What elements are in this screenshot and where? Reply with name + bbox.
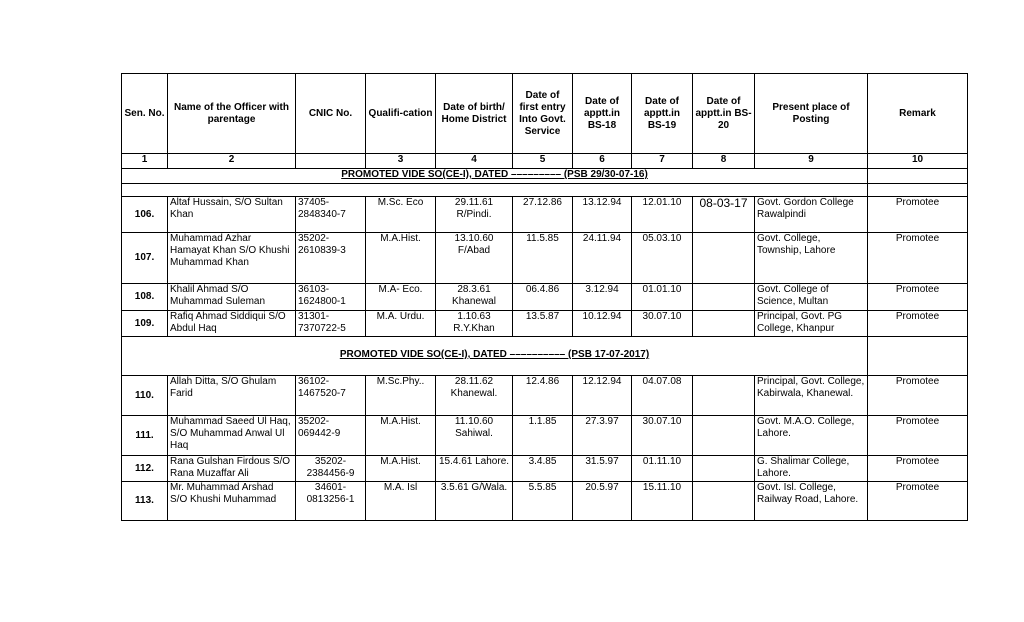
qualification-cell: M.Sc.Phy..	[366, 376, 436, 416]
sen-cell: 109.	[122, 311, 168, 337]
bs18-cell: 12.12.94	[573, 376, 632, 416]
bs20-cell	[693, 284, 755, 311]
name-cell: Muhammad Azhar Hamayat Khan S/O Khushi Muhammad Khan	[168, 233, 296, 284]
first-entry-cell: 27.12.86	[513, 197, 573, 233]
bs20-cell: 08-03-17	[693, 197, 755, 233]
bs19-cell: 01.11.10	[632, 456, 693, 482]
section-title: PROMOTED VIDE SO(CE-I), DATED ––––––––– (PSB 29/30-07-16)	[122, 169, 868, 184]
col-num: 10	[868, 154, 968, 169]
bs18-cell: 20.5.97	[573, 482, 632, 521]
name-cell: Allah Ditta, S/O Ghulam Farid	[168, 376, 296, 416]
bs20-cell	[693, 233, 755, 284]
name-cell: Altaf Hussain, S/O Sultan Khan	[168, 197, 296, 233]
bs19-cell: 04.07.08	[632, 376, 693, 416]
cnic-cell: 34601-0813256-1	[296, 482, 366, 521]
bs18-cell: 3.12.94	[573, 284, 632, 311]
dob-cell: 28.11.62 Khanewal.	[436, 376, 513, 416]
table-row	[122, 311, 968, 337]
section-heading-row	[122, 349, 968, 363]
sen-cell: 107.	[122, 233, 168, 284]
qualification-cell: M.Sc. Eco	[366, 197, 436, 233]
qualification-cell: M.A- Eco.	[366, 284, 436, 311]
first-entry-cell: 11.5.85	[513, 233, 573, 284]
table-row	[122, 197, 968, 233]
sen-cell: 112.	[122, 456, 168, 482]
qualification-cell: M.A.Hist.	[366, 456, 436, 482]
header-cnic: CNIC No.	[296, 74, 366, 154]
qualification-cell: M.A.Hist.	[366, 416, 436, 456]
cnic-cell: 31301-7370722-5	[296, 311, 366, 337]
bs18-cell: 13.12.94	[573, 197, 632, 233]
bs19-cell: 30.07.10	[632, 311, 693, 337]
bs20-cell	[693, 416, 755, 456]
qualification-cell: M.A. Isl	[366, 482, 436, 521]
header-remark: Remark	[868, 74, 968, 154]
remark-cell: Promotee	[868, 482, 968, 521]
section-spacer	[122, 337, 968, 350]
col-num	[296, 154, 366, 169]
dob-cell: 11.10.60 Sahiwal.	[436, 416, 513, 456]
name-cell: Mr. Muhammad Arshad S/O Khushi Muhammad	[168, 482, 296, 521]
col-num: 3	[366, 154, 436, 169]
remark-cell: Promotee	[868, 284, 968, 311]
remark-cell: Promotee	[868, 197, 968, 233]
dob-cell: 1.10.63 R.Y.Khan	[436, 311, 513, 337]
bs19-cell: 05.03.10	[632, 233, 693, 284]
bs19-cell: 30.07.10	[632, 416, 693, 456]
bs20-cell	[693, 376, 755, 416]
sen-cell: 111.	[122, 416, 168, 456]
col-num: 5	[513, 154, 573, 169]
bs18-cell: 31.5.97	[573, 456, 632, 482]
sen-cell: 108.	[122, 284, 168, 311]
dob-cell: 13.10.60 F/Abad	[436, 233, 513, 284]
header-first-entry: Date of first entry Into Govt. Service	[513, 74, 573, 154]
qualification-cell: M.A.Hist.	[366, 233, 436, 284]
section-spacer	[122, 184, 968, 197]
sen-cell: 106.	[122, 197, 168, 233]
posting-cell: G. Shalimar College, Lahore.	[755, 456, 868, 482]
section-spacer	[122, 363, 968, 376]
dob-cell: 29.11.61 R/Pindi.	[436, 197, 513, 233]
section-title: PROMOTED VIDE SO(CE-I), DATED –––––––––– (PSB 17-07-2017)	[122, 349, 868, 363]
cnic-cell: 35202-069442-9	[296, 416, 366, 456]
header-qualification: Qualifi-cation	[366, 74, 436, 154]
table-row	[122, 456, 968, 482]
bs19-cell: 12.01.10	[632, 197, 693, 233]
cnic-cell: 35202-2610839-3	[296, 233, 366, 284]
posting-cell: Govt. Isl. College, Railway Road, Lahore.	[755, 482, 868, 521]
first-entry-cell: 13.5.87	[513, 311, 573, 337]
bs18-cell: 10.12.94	[573, 311, 632, 337]
remark-cell: Promotee	[868, 416, 968, 456]
first-entry-cell: 12.4.86	[513, 376, 573, 416]
dob-cell: 3.5.61 G/Wala.	[436, 482, 513, 521]
cnic-cell: 36102-1467520-7	[296, 376, 366, 416]
col-num: 7	[632, 154, 693, 169]
header-posting: Present place of Posting	[755, 74, 868, 154]
col-num: 2	[168, 154, 296, 169]
posting-cell: Govt. College, Township, Lahore	[755, 233, 868, 284]
cnic-cell: 36103-1624800-1	[296, 284, 366, 311]
remark-cell: Promotee	[868, 311, 968, 337]
header-dob: Date of birth/ Home District	[436, 74, 513, 154]
remark-cell: Promotee	[868, 233, 968, 284]
table-row	[122, 376, 968, 416]
section-heading-row	[122, 169, 968, 184]
col-num: 1	[122, 154, 168, 169]
header-name: Name of the Officer with parentage	[168, 74, 296, 154]
bs20-cell	[693, 456, 755, 482]
bs19-cell: 15.11.10	[632, 482, 693, 521]
col-num: 4	[436, 154, 513, 169]
first-entry-cell: 06.4.86	[513, 284, 573, 311]
table-row	[122, 284, 968, 311]
officers-table	[121, 73, 968, 521]
sen-cell: 110.	[122, 376, 168, 416]
bs20-cell	[693, 482, 755, 521]
first-entry-cell: 3.4.85	[513, 456, 573, 482]
sen-cell: 113.	[122, 482, 168, 521]
name-cell: Muhammad Saeed Ul Haq, S/O Muhammad Anwal Ul Haq	[168, 416, 296, 456]
col-num: 8	[693, 154, 755, 169]
name-cell: Khalil Ahmad S/O Muhammad Suleman	[168, 284, 296, 311]
table-row	[122, 233, 968, 284]
bs18-cell: 27.3.97	[573, 416, 632, 456]
remark-cell: Promotee	[868, 376, 968, 416]
bs18-cell: 24.11.94	[573, 233, 632, 284]
header-bs19: Date of apptt.in BS-19	[632, 74, 693, 154]
posting-cell: Govt. Gordon College Rawalpindi	[755, 197, 868, 233]
header-bs20: Date of apptt.in BS-20	[693, 74, 755, 154]
col-num: 6	[573, 154, 632, 169]
bs19-cell: 01.01.10	[632, 284, 693, 311]
first-entry-cell: 1.1.85	[513, 416, 573, 456]
cnic-cell: 35202-2384456-9	[296, 456, 366, 482]
header-bs18: Date of apptt.in BS-18	[573, 74, 632, 154]
table-row	[122, 482, 968, 521]
first-entry-cell: 5.5.85	[513, 482, 573, 521]
name-cell: Rana Gulshan Firdous S/O Rana Muzaffar Ali	[168, 456, 296, 482]
posting-cell: Govt. M.A.O. College, Lahore.	[755, 416, 868, 456]
col-num: 9	[755, 154, 868, 169]
name-cell: Rafiq Ahmad Siddiqui S/O Abdul Haq	[168, 311, 296, 337]
column-number-row	[122, 154, 968, 169]
header-sen: Sen. No.	[122, 74, 168, 154]
dob-cell: 15.4.61 Lahore.	[436, 456, 513, 482]
posting-cell: Govt. College of Science, Multan	[755, 284, 868, 311]
bs20-cell	[693, 311, 755, 337]
table-row	[122, 416, 968, 456]
qualification-cell: M.A. Urdu.	[366, 311, 436, 337]
posting-cell: Principal, Govt. PG College, Khanpur	[755, 311, 868, 337]
header-row	[122, 74, 968, 154]
dob-cell: 28.3.61 Khanewal	[436, 284, 513, 311]
remark-cell: Promotee	[868, 456, 968, 482]
cnic-cell: 37405-2848340-7	[296, 197, 366, 233]
posting-cell: Principal, Govt. College, Kabirwala, Khanewal.	[755, 376, 868, 416]
